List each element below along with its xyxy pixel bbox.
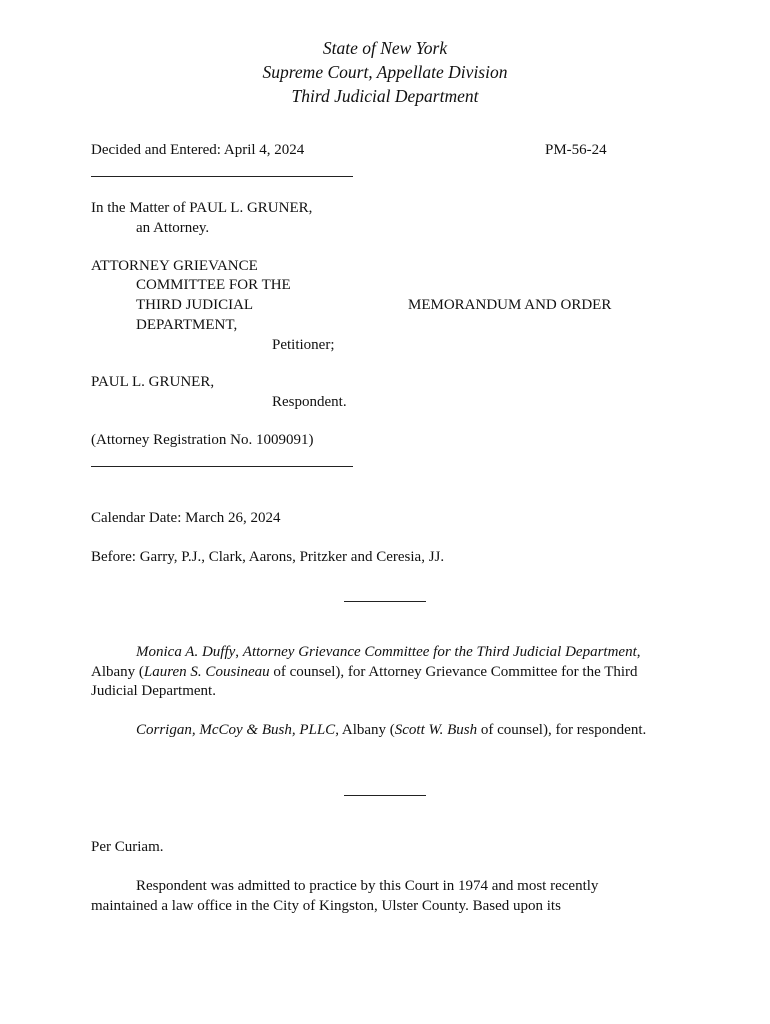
separator-rule-1 — [344, 601, 426, 602]
decided-date: Decided and Entered: April 4, 2024 — [91, 142, 305, 158]
header-state: State of New York — [322, 38, 448, 58]
respondent-name: PAUL L. GRUNER, — [91, 374, 215, 390]
calendar-date: Calendar Date: March 26, 2024 — [91, 510, 281, 526]
counsel-name: Monica A. Duffy — [136, 644, 236, 660]
counsel-petitioner — [91, 643, 651, 702]
counsel-of-counsel: Scott W. Bush — [394, 722, 478, 738]
header-court: Supreme Court, Appellate Division — [262, 62, 508, 82]
per-curiam: Per Curiam. — [91, 839, 164, 855]
petitioner-name-2: COMMITTEE FOR THE — [136, 277, 291, 293]
counsel-text-a: , Albany ( — [335, 722, 395, 738]
counsel-organization: Attorney Grievance Committee for the Third Judicial Department — [242, 644, 637, 660]
counsel-text-b: of counsel), for respondent. — [477, 722, 647, 738]
document-type: MEMORANDUM AND ORDER — [408, 297, 612, 313]
header-department: Third Judicial Department — [291, 86, 479, 106]
petitioner-name-4: DEPARTMENT, — [136, 317, 238, 333]
counsel-comma: , — [235, 644, 243, 660]
counsel-text-b: of counsel), for Attorney Grievance Committee for the Third Judicial Department. — [91, 663, 638, 699]
counsel-of-counsel: Lauren S. Cousineau — [143, 663, 270, 680]
separator-rule-2 — [344, 795, 426, 796]
registration-number: (Attorney Registration No. 1009091) — [91, 432, 314, 448]
bench-panel: Before: Garry, P.J., Clark, Aarons, Pritzker and Ceresia, JJ. — [91, 549, 445, 565]
respondent-role: Respondent. — [272, 394, 347, 410]
matter-line-1: In the Matter of PAUL L. GRUNER, — [91, 200, 313, 216]
opinion-paragraph — [91, 877, 651, 916]
petitioner-name-3: THIRD JUDICIAL — [136, 297, 254, 313]
caption-top-rule — [91, 176, 353, 177]
counsel-firm: Corrigan, McCoy & Bush, PLLC — [136, 722, 336, 738]
petitioner-role: Petitioner; — [272, 337, 335, 353]
caption-bottom-rule — [91, 466, 353, 467]
opinion-text: Respondent was admitted to practice by this Court in 1974 and most recently maintained a law office in the City of Kingston, Ulster County. Based upon its — [91, 878, 599, 914]
petitioner-name-1: ATTORNEY GRIEVANCE — [91, 258, 258, 274]
matter-line-2: an Attorney. — [136, 220, 210, 236]
counsel-respondent — [91, 721, 651, 741]
counsel-text-a: , Albany ( — [91, 644, 641, 680]
docket-number: PM-56-24 — [545, 142, 607, 158]
